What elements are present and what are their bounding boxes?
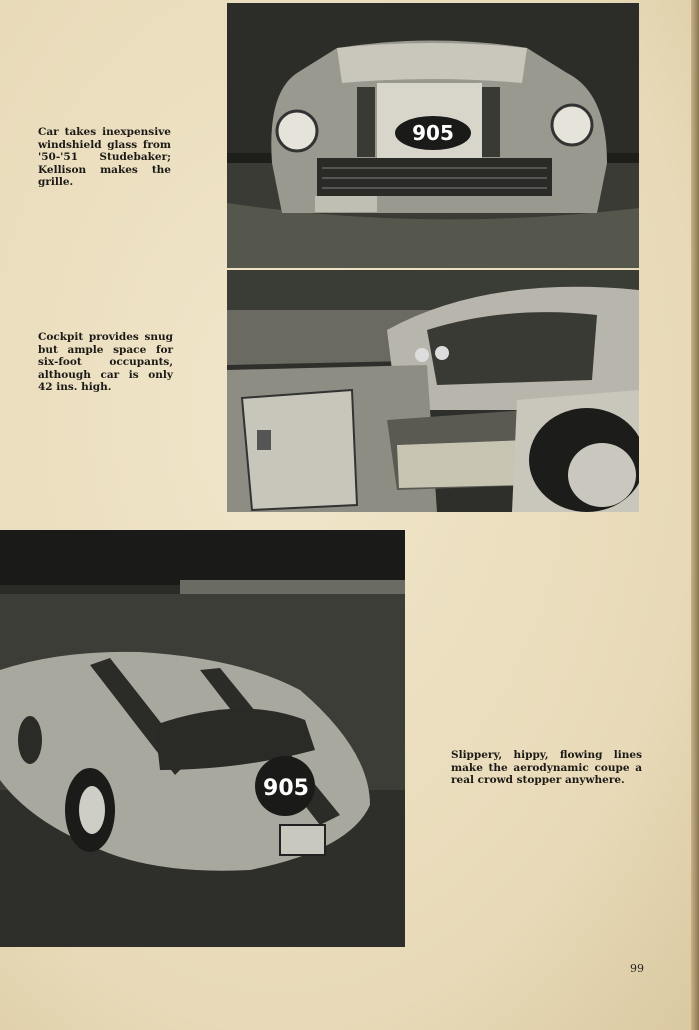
caption-cockpit: Cockpit provides snug but ample space for six-foot occupants, although car is only 42 ins. high. xyxy=(38,331,173,394)
page-edge xyxy=(691,0,699,1030)
caption-rear: Slippery, hippy, flowing lines make the aerodynamic coupe a real crowd stopper anywhere. xyxy=(451,749,642,787)
photo-front-view xyxy=(227,3,639,268)
photo-cockpit xyxy=(227,270,639,512)
caption-front: Car takes inexpensive windshield glass from '50-'51 Studebaker; Kellison makes the grille. xyxy=(38,126,171,189)
front-race-number: 905 xyxy=(412,121,454,145)
rear-race-number: 905 xyxy=(263,776,309,801)
page-number: 99 xyxy=(630,962,644,975)
photo-rear-view xyxy=(0,530,405,947)
